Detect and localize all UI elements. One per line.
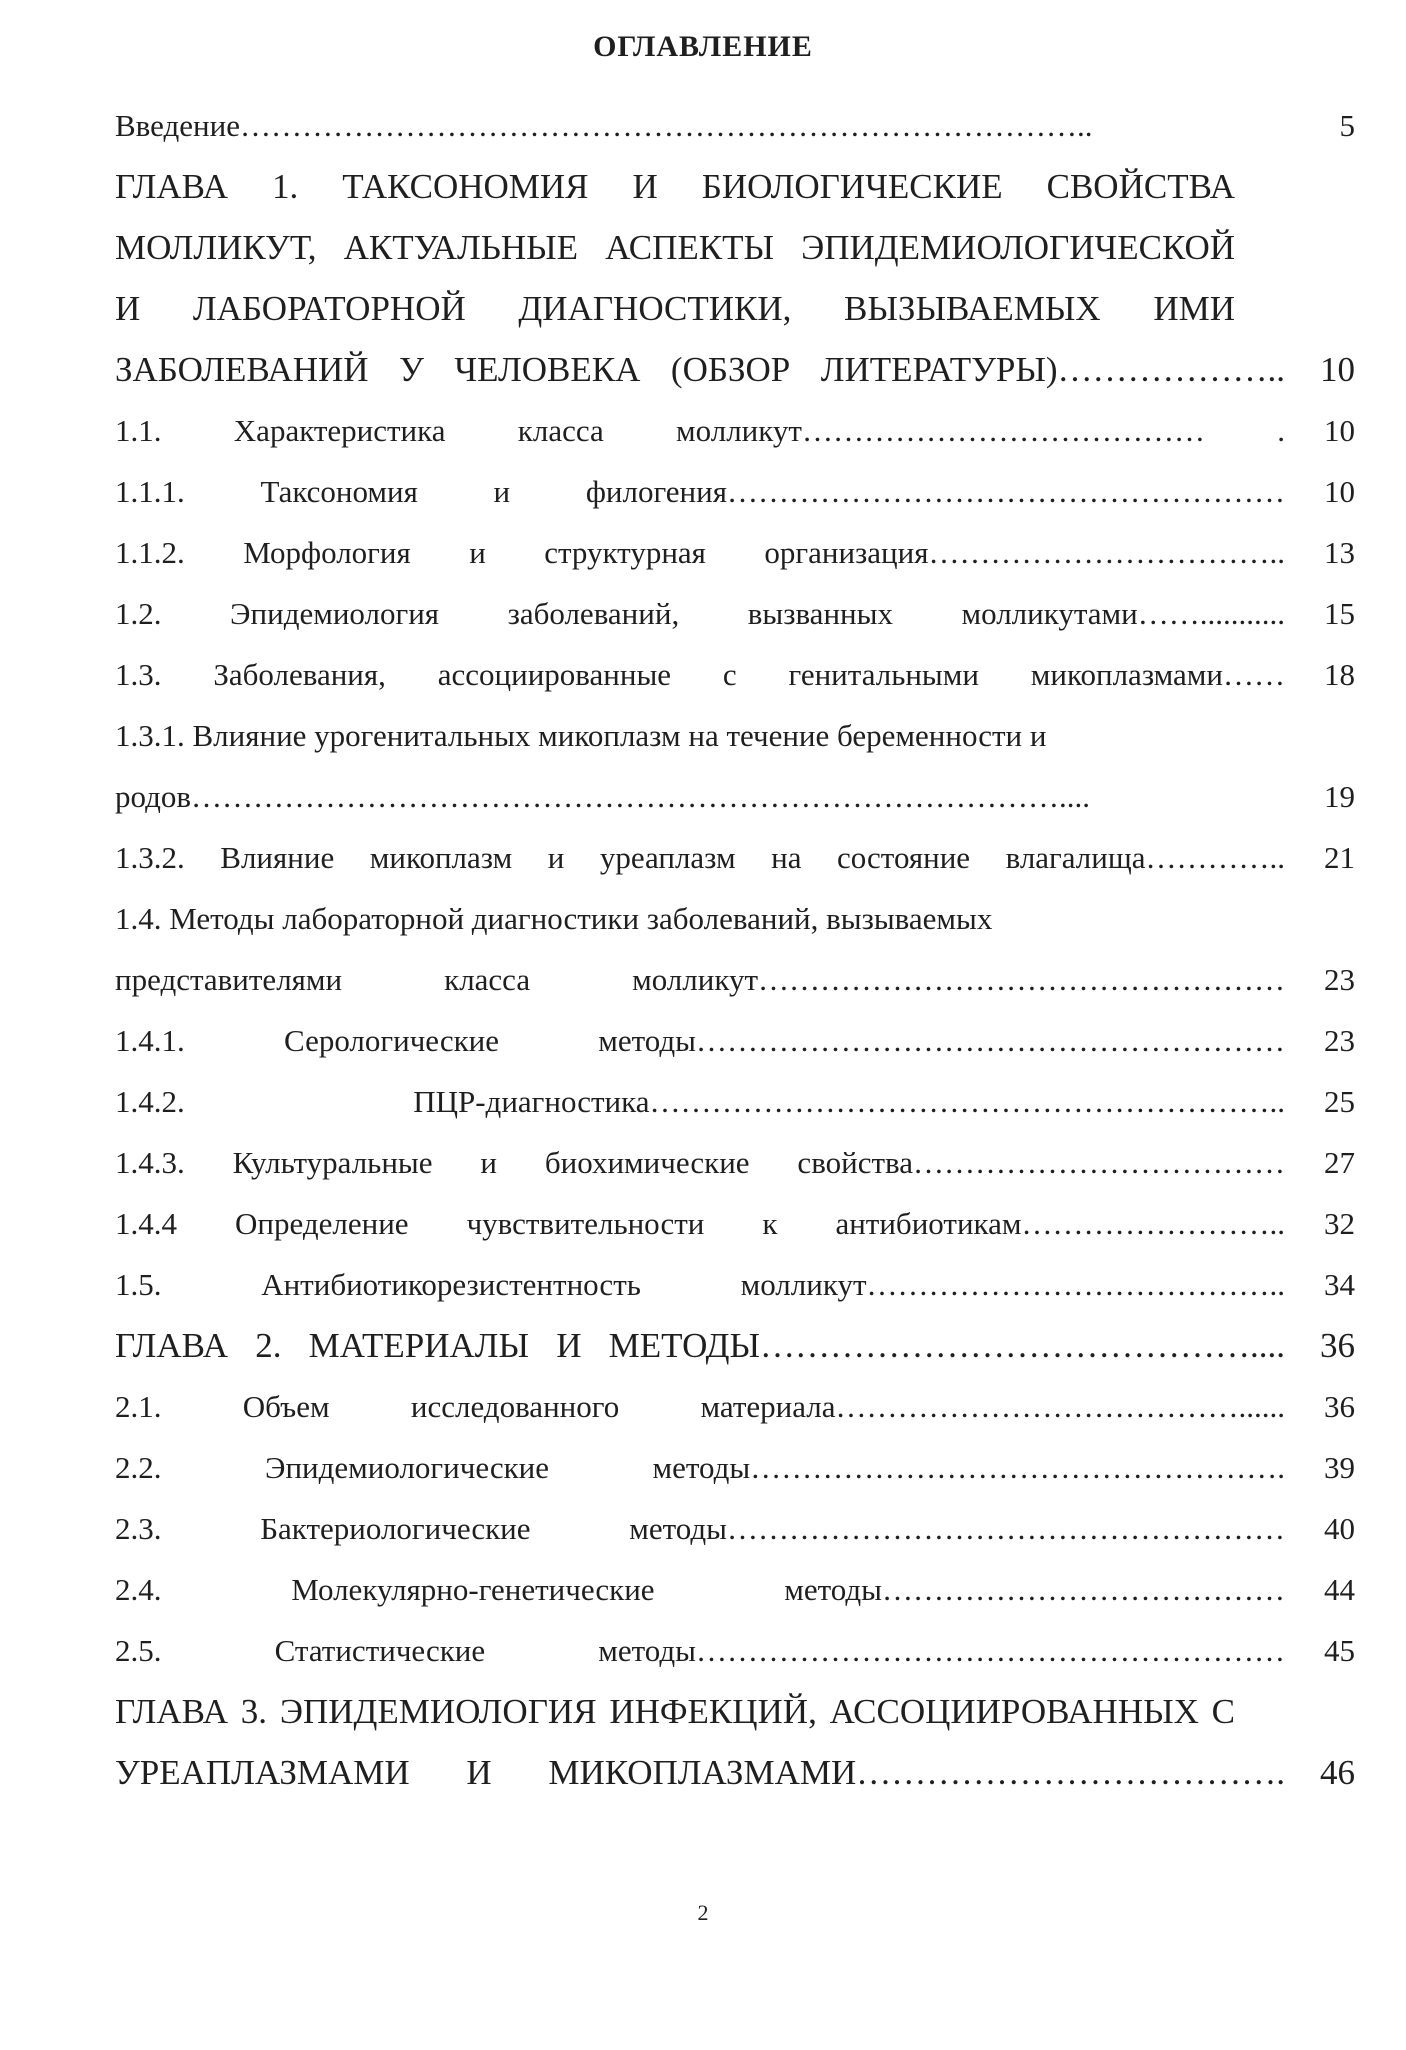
toc-entry-2-1[interactable] [115, 1389, 1355, 1439]
toc-entry-page: 32 [1324, 1206, 1355, 1241]
toc-entry-page: 39 [1324, 1450, 1355, 1485]
toc-chapter-3-line-1[interactable]: ГЛАВА 3. ЭПИДЕМИОЛОГИЯ ИНФЕКЦИЙ, АССОЦИИРОВАННЫХ С [115, 1692, 1235, 1731]
toc-entry-text: 1.1.1. Таксономия и филогения……………………………………………… [115, 474, 1285, 509]
toc-entry-page: 27 [1324, 1145, 1355, 1180]
toc-entry-text: 1.1.2. Морфология и структурная организация…………………………….. [115, 535, 1285, 570]
toc-entry-text: 1.3. Заболевания, ассоциированные с генитальными микоплазмами…… [115, 657, 1285, 692]
toc-entry-page: 25 [1324, 1084, 1355, 1119]
toc-entry-1-4-4[interactable] [115, 1206, 1355, 1256]
toc-chapter-3-line-2[interactable] [115, 1753, 1355, 1803]
toc-entry-2-3[interactable] [115, 1511, 1355, 1561]
toc-entry-1-1-1[interactable] [115, 474, 1355, 524]
toc-entry-1-5[interactable] [115, 1267, 1355, 1317]
toc-chapter-2[interactable] [115, 1326, 1355, 1376]
toc-entry-page: 18 [1324, 657, 1355, 692]
toc-entry-text: УРЕАПЛАЗМАМИ И МИКОПЛАЗМАМИ………………………………. [115, 1753, 1285, 1792]
toc-entry-text: 1.4.1. Серологические методы………………………………………………… [115, 1023, 1285, 1058]
toc-entry-text: 2.3. Бактериологические методы……………………………………………… [115, 1511, 1285, 1546]
toc-title: ОГЛАВЛЕНИЕ [593, 30, 813, 63]
toc-entry-page: 44 [1324, 1572, 1355, 1607]
toc-entry-page: 5 [1339, 108, 1355, 143]
toc-entry-text: 1.3.2. Влияние микоплазм и уреаплазм на состояние влагалища………….. [115, 840, 1285, 875]
toc-chapter-1-line-3[interactable]: И ЛАБОРАТОРНОЙ ДИАГНОСТИКИ, ВЫЗЫВАЕМЫХ ИМИ [115, 289, 1235, 328]
toc-entry-1-3-1-line-1[interactable]: 1.3.1. Влияние урогенитальных микоплазм на течение беременности и [115, 718, 1047, 753]
toc-entry-1-3-1-line-2[interactable] [115, 779, 1355, 829]
toc-entry-page: 40 [1324, 1511, 1355, 1546]
toc-entry-1-3[interactable] [115, 657, 1355, 707]
toc-entry-page: 19 [1324, 779, 1355, 814]
toc-entry-text: 2.2. Эпидемиологические методы……………………………………………. [115, 1450, 1285, 1485]
toc-entry-text: 2.5. Статистические методы………………………………………………… [115, 1633, 1285, 1668]
toc-entry-1-3-2[interactable] [115, 840, 1355, 890]
toc-entry-page: 10 [1320, 350, 1355, 389]
toc-entry-text: 1.4.4 Определение чувствительности к антибиотикам…………………….. [115, 1206, 1285, 1241]
toc-entry-2-4[interactable] [115, 1572, 1355, 1622]
toc-entry-page: 13 [1324, 535, 1355, 570]
toc-entry-page: 10 [1324, 413, 1355, 448]
toc-chapter-1-line-4[interactable] [115, 350, 1355, 400]
toc-entry-1-4-line-1[interactable]: 1.4. Методы лабораторной диагностики заболеваний, вызываемых [115, 901, 993, 936]
toc-entry-page: 46 [1320, 1753, 1355, 1792]
toc-entry-1-2[interactable] [115, 596, 1355, 646]
toc-chapter-1-line-2[interactable]: МОЛЛИКУТ, АКТУАЛЬНЫЕ АСПЕКТЫ ЭПИДЕМИОЛОГИЧЕСКОЙ [115, 228, 1235, 267]
toc-entry-text: 1.5. Антибиотикорезистентность молликут………………………………….. [115, 1267, 1285, 1302]
toc-chapter-1-line-1[interactable]: ГЛАВА 1. ТАКСОНОМИЯ И БИОЛОГИЧЕСКИЕ СВОЙСТВА [115, 167, 1235, 206]
toc-entry-1-4-line-2[interactable] [115, 962, 1355, 1012]
toc-entry-1-4-1[interactable] [115, 1023, 1355, 1073]
toc-entry-text: 2.1. Объем исследованного материала…………………………………...... [115, 1389, 1285, 1424]
toc-entry-page: 36 [1324, 1389, 1355, 1424]
toc-entry-page: 45 [1324, 1633, 1355, 1668]
toc-entry-1-1[interactable] [115, 413, 1355, 463]
toc-entry-introduction[interactable] [115, 108, 1355, 158]
toc-entry-text: 1.2. Эпидемиология заболеваний, вызванных молликутами……........... [115, 596, 1285, 631]
toc-entry-text: ЗАБОЛЕВАНИЙ У ЧЕЛОВЕКА (ОБЗОР ЛИТЕРАТУРЫ)……………….. [115, 350, 1285, 389]
toc-entry-2-5[interactable] [115, 1633, 1355, 1683]
toc-entry-text: ГЛАВА 2. МАТЕРИАЛЫ И МЕТОДЫ…………………………………….... [115, 1326, 1285, 1365]
toc-entry-page: 21 [1324, 840, 1355, 875]
toc-entry-1-4-2[interactable] [115, 1084, 1355, 1134]
toc-entry-text: 1.4.3. Культуральные и биохимические свойства……………………………… [115, 1145, 1285, 1180]
page-number: 2 [697, 1900, 709, 1925]
toc-entry-text: представителями класса молликут…………………………………………… [115, 962, 1285, 997]
toc-entry-2-2[interactable] [115, 1450, 1355, 1500]
toc-entry-1-4-3[interactable] [115, 1145, 1355, 1195]
toc-entry-page: 23 [1324, 1023, 1355, 1058]
toc-entry-page: 23 [1324, 962, 1355, 997]
toc-entry-text: 2.4. Молекулярно-генетические методы………………………………… [115, 1572, 1285, 1607]
toc-entry-page: 10 [1324, 474, 1355, 509]
toc-entry-1-1-2[interactable] [115, 535, 1355, 585]
toc-entry-page: 34 [1324, 1267, 1355, 1302]
toc-entry-page: 15 [1324, 596, 1355, 631]
toc-entry-text: 1.1. Характеристика класса молликут………………………………… . [115, 413, 1285, 448]
toc-entry-page: 36 [1320, 1326, 1355, 1365]
toc-entry-text: 1.4.2. ПЦР-диагностика…………………………………………………….. [115, 1084, 1285, 1119]
toc-entry-text: родов………………………………………………………………………….... [115, 779, 1091, 814]
toc-entry-text: Введение……………………………………………………………………….. [115, 108, 1093, 143]
